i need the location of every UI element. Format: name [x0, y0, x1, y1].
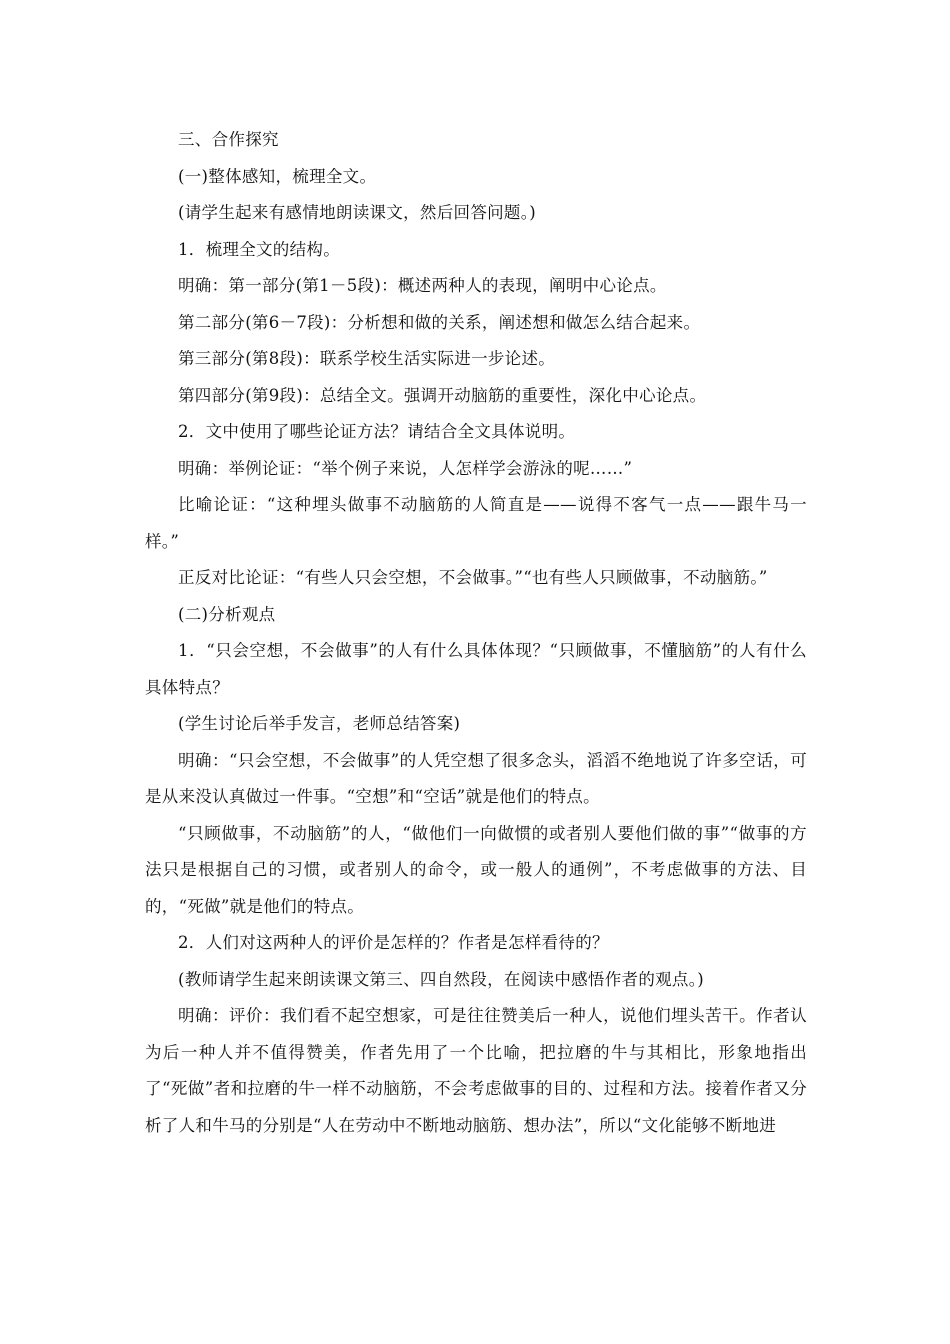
- question: 1．“只会空想，不会做事”的人有什么具体体现？“只顾做事，不懂脑筋”的人有什么具体特点？: [145, 641, 807, 697]
- instruction-note: (教师请学生起来朗读课文第三、四自然段，在阅读中感悟作者的观点。): [178, 969, 705, 989]
- question: 2．人们对这两种人的评价是怎样的？作者是怎样看待的？: [178, 933, 609, 952]
- answer-paragraph: “只顾做事，不动脑筋”的人，“做他们一向做惯的或者别人要他们做的事”“做事的方法只是根据自己的习惯，或者别人的命令，或一般人的通例”，不考虑做事的方法、目的，“死做”就是他们的特点。: [145, 823, 807, 916]
- question: 2．文中使用了哪些论证方法？请结合全文具体说明。: [178, 422, 576, 441]
- document-body: [145, 122, 807, 1144]
- answer-paragraph: 第二部分(第6－7段)：分析想和做的关系，阐述想和做怎么结合起来。: [178, 312, 701, 332]
- answer-paragraph: 第四部分(第9段)：总结全文。强调开动脑筋的重要性，深化中心论点。: [178, 385, 707, 405]
- section-heading: 三、合作探究: [178, 130, 279, 149]
- subsection-heading: (二)分析观点: [178, 604, 276, 624]
- answer-paragraph: 正反对比论证：“有些人只会空想，不会做事。”“也有些人只顾做事，不动脑筋。”: [178, 568, 768, 587]
- subsection-heading: (一)整体感知，梳理全文。: [178, 166, 377, 186]
- answer-paragraph: 第三部分(第8段)：联系学校生活实际进一步论述。: [178, 349, 556, 368]
- instruction-note: (请学生起来有感情地朗读课文，然后回答问题。): [178, 203, 537, 222]
- instruction-note: (学生讨论后举手发言，老师总结答案): [178, 714, 461, 733]
- question: 1．梳理全文的结构。: [178, 239, 340, 259]
- answer-paragraph: 明确：评价：我们看不起空想家，可是往往赞美后一种人，说他们埋头苦干。作者认为后一种人并不值得赞美，作者先用了一个比喻，把拉磨的牛与其相比，形象地指出了“死做”者和拉磨的牛一样不动脑筋，不会考虑做事的目的、过程和方法。接着作者又分析了人和牛马的分别是“人在劳动中不断地动脑筋、想办法”，所以“文化能够不断地进: [145, 1006, 807, 1135]
- answer-paragraph: 明确：举例论证：“举个例子来说，人怎样学会游泳的呢……”: [178, 458, 633, 478]
- answer-paragraph: 明确：“只会空想，不会做事”的人凭空想了很多念头，滔滔不绝地说了许多空话，可是从来没认真做过一件事。“空想”和“空话”就是他们的特点。: [145, 750, 807, 806]
- answer-paragraph: 比喻论证：“这种埋头做事不动脑筋的人简直是——说得不客气一点——跟牛马一样。”: [145, 495, 807, 551]
- answer-paragraph: 明确：第一部分(第1－5段)：概述两种人的表现，阐明中心论点。: [178, 276, 667, 295]
